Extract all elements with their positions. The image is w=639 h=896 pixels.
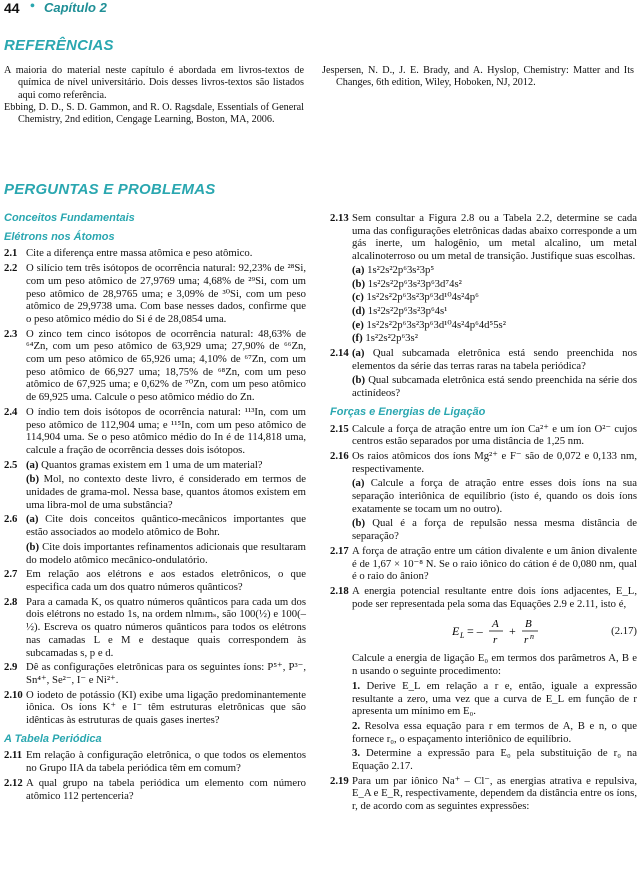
part-label: (a) — [26, 458, 39, 471]
question-2-11 — [4, 749, 306, 774]
question-text: O índio tem dois isótopos de ocorrência natural: ¹¹³In, com um peso atômico de 112,904 uma; e ¹¹⁵In, com um peso atômico de 114,904 uma. Se o peso atômico médio do In é de 114,818 uma, calcule a fração de ocorrência desses dois isótopos. — [26, 405, 306, 456]
step-number: 2. — [352, 719, 361, 732]
question-text: Os raios atômicos dos íons Mg²⁺ e F⁻ são de 0,072 e 0,133 nm, respectivamente. — [352, 449, 637, 475]
svg-text:+: + — [509, 624, 516, 639]
question-number: 2.14 — [330, 347, 349, 360]
svg-text:r: r — [493, 634, 498, 647]
question-2-9 — [4, 661, 306, 686]
part-label: (b) — [26, 540, 40, 553]
step-number: 3. — [352, 747, 361, 760]
electron-configuration: 1s²2s²2p⁶3s²3p⁶3d¹⁰4s²4p⁶4d⁵5s² — [366, 318, 506, 331]
option-label: (e) — [352, 318, 364, 331]
question-number: 2.15 — [330, 422, 349, 435]
question-number: 2.2 — [4, 262, 18, 275]
question-2-8 — [4, 596, 306, 660]
question-number: 2.7 — [4, 568, 18, 581]
question-2-2 — [4, 262, 306, 326]
part-text: Qual é a força de repulsão nessa mesma distância de separação? — [352, 517, 638, 543]
reference-item: Ebbing, D. D., S. D. Gammon, and R. O. Ragsdale, Essentials of General Chemistry, 2nd edition, Cengage Learning, Boston, MA, 2006. — [4, 101, 304, 126]
subsection-title: A Tabela Periódica — [4, 732, 102, 745]
svg-text:E: E — [452, 624, 460, 639]
equation-2-17 — [352, 616, 637, 646]
option — [352, 278, 637, 291]
svg-text:= –: = – — [467, 624, 483, 639]
option-label: (f) — [352, 332, 363, 345]
svg-text:n: n — [530, 632, 534, 642]
question-text: O iodeto de potássio (KI) exibe uma ligação predominantemente iônica. Os íons K⁺ e I⁻ têm estruturas eletrônicas que são idênticas às estruturas de quais gases inertes? — [26, 688, 306, 727]
question-number: 2.13 — [330, 212, 349, 224]
svg-text:A: A — [492, 618, 499, 631]
question-text: Calcule a energia de ligação E₀ em termos dos parâmetros A, B e n usando o seguinte procedimento: — [352, 652, 637, 678]
question-text: A energia potencial resultante entre dois íons adjacentes, E_L, pode ser representada pela soma das Equações 2.9 e 2.11, isto é, — [352, 584, 637, 610]
question-text: Cite a diferença entre massa atômica e peso atômico. — [26, 247, 253, 260]
question-text: O zinco tem cinco isótopos de ocorrência natural: 48,63% de ⁶⁴Zn, com um peso atômico de 63,929 uma; 27,90% de ⁶⁶Zn, com um peso atômico de 65,926 uma; 4,10% de ⁶⁷Zn, com um peso atômico de 66,927 uma; 18,75% de ⁶⁸Zn, com um peso atômico de 67,925 uma; e 0,62% de ⁷⁰Zn, com um peso atômico de 69,925 uma. Calcule o peso atômico médio do Zn. — [26, 327, 306, 404]
question-number: 2.11 — [4, 749, 23, 762]
question-number: 2.16 — [330, 449, 349, 462]
svg-text:B: B — [525, 618, 532, 631]
part-label: (b) — [26, 473, 40, 486]
svg-text:L: L — [460, 631, 465, 641]
question-number: 2.3 — [4, 327, 18, 340]
part-text: Qual subcamada eletrônica está sendo preenchida nos elementos da série das terras raras na tabela periódica? — [352, 347, 638, 372]
electron-configuration: 1s²2s²2p⁶3s²3p⁶4s¹ — [367, 304, 448, 317]
option-label: (b) — [352, 277, 366, 290]
question-number: 2.10 — [4, 688, 23, 701]
step-text: Determine a expressão para E₀ pela substituição de r₀ na Equação 2.17. — [352, 747, 638, 773]
subsection-title: Elétrons nos Átomos — [4, 230, 115, 243]
question-2-3 — [4, 328, 306, 404]
subsection-title: Forças e Energias de Ligação — [330, 405, 486, 418]
question-text: A força de atração entre um cátion divalente e um ânion divalente é de 1,67 × 10⁻⁸ N. Se o raio iônico do cátion é de 0,080 nm, qual é o raio do ânion? — [352, 544, 637, 583]
option — [352, 319, 637, 332]
question-number: 2.5 — [4, 458, 18, 471]
question-2-10 — [4, 689, 306, 727]
part-text: Cite dois importantes refinamentos adicionais que resultaram do modelo atômico mecânico-ondulatório. — [26, 540, 306, 566]
question-number: 2.18 — [330, 584, 349, 597]
part-label: (a) — [352, 477, 365, 490]
question-text: Dê as configurações eletrônicas para os seguintes íons: P⁵⁺, P³⁻, Sn⁴⁺, Se²⁻, I⁻ e Ni²⁺. — [26, 661, 306, 686]
reference-item: Jespersen, N. D., J. E. Brady, and A. Hyslop, Chemistry: Matter and Its Changes, 6th edition, Wiley, Hoboken, NJ, 2012. — [322, 65, 634, 89]
part-label: (a) — [26, 513, 39, 526]
part-text: Mol, no contexto deste livro, é considerado em termos de unidades de grama-mol. Nessa base, quantos átomos existem em uma libra-mol de uma substância? — [26, 473, 307, 511]
option-label: (c) — [352, 291, 364, 304]
part-label: (b) — [352, 517, 366, 530]
equation-number: (2.17) — [611, 625, 637, 638]
question-2-15 — [330, 423, 637, 448]
step-text: Resolva essa equação para r em termos de A, B e n, o que fornece r₀, o espaçamento interiônico de equilíbrio. — [352, 719, 638, 745]
question-2-18 — [330, 585, 637, 773]
question-2-19 — [330, 775, 637, 813]
svg-text:r: r — [524, 634, 529, 647]
chapter-label: Capítulo 2 — [44, 0, 107, 15]
question-text: A qual grupo na tabela periódica um elemento com número atômico 112 pertenceria? — [26, 776, 306, 802]
question-2-1 — [4, 247, 306, 260]
question-number: 2.4 — [4, 405, 18, 418]
question-number: 2.17 — [330, 544, 349, 557]
question-number: 2.8 — [4, 595, 18, 608]
option-label: (a) — [352, 263, 365, 276]
question-text: O silício tem três isótopos de ocorrência natural: 92,23% de ²⁸Si, com um peso atômico de 27,9769 uma; 4,68% de ²⁹Si, com um peso atômico de 28,9765 uma; e 3,09% de ³⁰Si, com um peso atômico de 29,9738 uma. Com base nesses dados, confirme que o peso atômico médio do Si é de 28,0854 uma. — [26, 262, 306, 325]
question-number: 2.12 — [4, 776, 23, 789]
question-2-16 — [330, 450, 637, 543]
question-number: 2.19 — [330, 774, 349, 787]
option — [352, 291, 637, 304]
header-bullet: • — [30, 0, 35, 14]
page-number: 44 — [4, 0, 20, 16]
part-label: (a) — [352, 347, 365, 360]
option — [352, 305, 637, 318]
question-2-5 — [4, 459, 306, 512]
question-text: Calcule a força de atração entre um íon Ca²⁺ e um íon O²⁻ cujos centros estão separados por uma distância de 1,25 nm. — [352, 422, 637, 448]
question-2-7 — [4, 568, 306, 593]
subsection-title: Conceitos Fundamentais — [4, 212, 135, 224]
question-number: 2.1 — [4, 247, 18, 260]
electron-configuration: 1s²2s²2p⁶3s²3p⁶3d⁷4s² — [367, 277, 462, 290]
part-text: Quantos gramas existem em 1 uma de um material? — [41, 458, 263, 471]
electron-configuration: 1s²2s²2p⁶3s²3p⁵ — [367, 263, 435, 276]
equation-formula — [452, 616, 562, 646]
question-number: 2.9 — [4, 661, 18, 674]
part-text: Qual subcamada eletrônica está sendo preenchida na série dos actinídeos? — [352, 374, 638, 400]
question-text: Em relação à configuração eletrônica, o que todos os elementos no Grupo IIA da tabela periódica têm em comum? — [26, 749, 306, 775]
question-text: Sem consultar a Figura 2.8 ou a Tabela 2.2, determine se cada uma das configurações eletrônicas dadas abaixo corresponde a um gás inerte, um halogênio, um metal alcalino, um metal alcalinoterroso ou um metal de transição. Justifique suas escolhas. — [352, 212, 637, 263]
references-column-2 — [322, 65, 634, 90]
question-2-6 — [4, 513, 306, 566]
problems-title: PERGUNTAS E PROBLEMAS — [4, 181, 216, 198]
step-number: 1. — [352, 679, 361, 692]
part-text: Cite dois conceitos quântico-mecânicos importantes que estão associados ao modelo atômico de Bohr. — [26, 513, 307, 539]
question-text: Em relação aos elétrons e aos estados eletrônicos, o que especifica cada um dos quatro números quânticos? — [26, 568, 306, 593]
question-number: 2.6 — [4, 513, 18, 526]
step-text: Derive E_L em relação a r e, então, iguale a expressão resultante a zero, uma vez que a curva de E_L em função de r apresenta um mínimo em E₀. — [352, 679, 638, 718]
question-2-13 — [330, 212, 637, 345]
option — [352, 264, 637, 277]
option — [352, 332, 637, 345]
problems-right-column — [330, 212, 637, 815]
problems-left-column — [4, 212, 306, 804]
references-column-1 — [4, 65, 304, 126]
references-title: REFERÊNCIAS — [4, 37, 114, 54]
question-text: Para um par iônico Na⁺ – Cl⁻, as energias atrativa e repulsiva, E_A e E_R, respectivamente, dependem da distância entre os íons, r, de acordo com as seguintes expressões: — [352, 774, 637, 813]
part-text: Calcule a força de atração entre esses dois íons na sua separação interiônica de equilíbrio (isto é, quando os dois íons exatamente se tocam um no outro). — [352, 477, 638, 515]
electron-configuration: 1s²2s²2p⁶3s²3p⁶3d¹⁰4s²4p⁶ — [366, 291, 479, 304]
question-2-14 — [330, 347, 637, 400]
question-2-17 — [330, 545, 637, 583]
question-2-12 — [4, 777, 306, 802]
question-2-4 — [4, 406, 306, 457]
option-label: (d) — [352, 304, 366, 317]
reference-item: A maioria do material neste capítulo é abordada em livros-textos de química de nível universitário. Dois desses livros-textos são listados aqui como referência. — [4, 65, 304, 101]
question-text: Para a camada K, os quatro números quânticos para cada um dos dois elétrons no estado 1s, na ordem nlmₗmₛ, são 100(½) e 100(–½). Escreva os quatro números quânticos para todos os elétrons nas camadas L e M e destaque quais correspondem às subcamadas s, p e d. — [26, 595, 306, 659]
part-label: (b) — [352, 374, 366, 387]
electron-configuration: 1s²2s²2p⁶3s² — [365, 332, 418, 345]
